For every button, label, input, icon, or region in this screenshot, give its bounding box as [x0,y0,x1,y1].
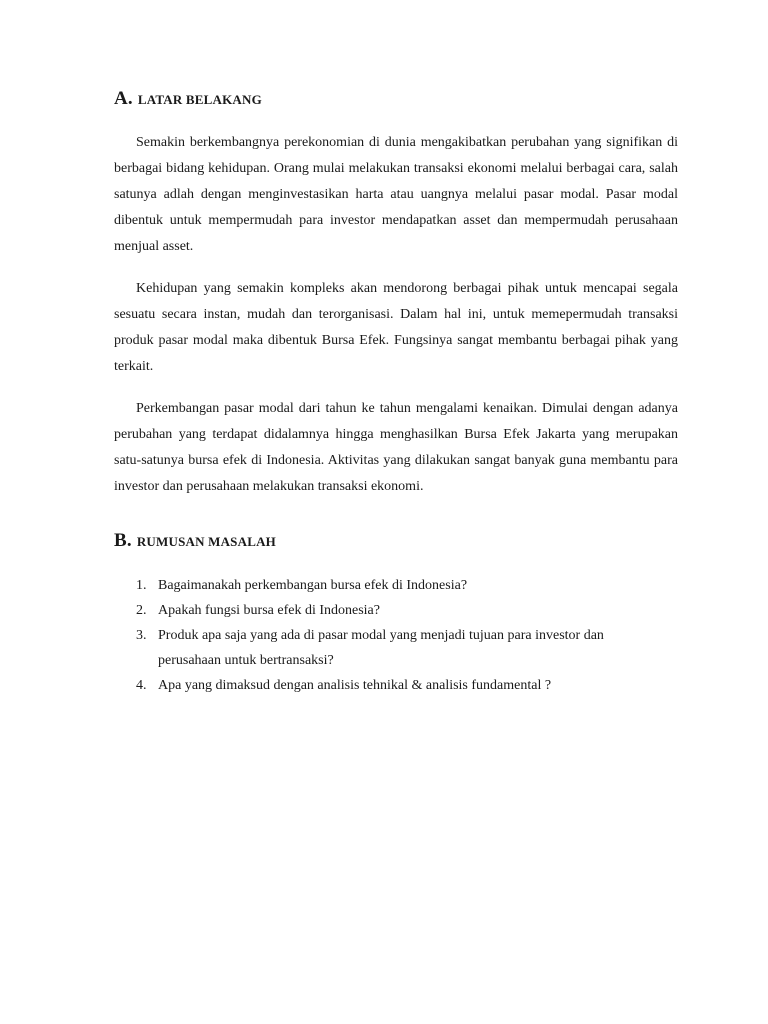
section-heading-a [114,88,678,110]
section-title: RUMUSAN MASALAH [136,534,276,549]
list-item-number: 3. [136,628,147,643]
paragraph: Perkembangan pasar modal dari tahun ke tahun mengalami kenaikan. Dimulai dengan adanya perubahan yang terdapat didalamnya hingga menghasilkan Bursa Efek Jakarta yang merupakan satu-satunya bursa efek di Indonesia. Aktivitas yang dilakukan sangat banyak guna membantu para investor dan perusahaan melakukan transaksi ekonomi. [114,401,678,494]
document-content [114,88,678,698]
list-item [114,573,678,598]
list-item [114,623,678,673]
list-item-number: 4. [136,678,147,693]
section-rumusan-masalah [114,530,678,698]
list-item-text: Produk apa saja yang ada di pasar modal yang menjadi tujuan para investor dan perusahaan untuk bertransaksi? [158,628,604,668]
question-list [114,573,678,698]
list-item-text: Apakah fungsi bursa efek di Indonesia? [158,603,380,618]
list-item [114,598,678,623]
section-title: LATAR BELAKANG [137,92,262,107]
list-item-number: 1. [136,578,147,593]
section-letter: A. [114,88,133,109]
list-item-text: Apa yang dimaksud dengan analisis tehnikal & analisis fundamental ? [158,678,552,693]
list-item-text: Bagaimanakah perkembangan bursa efek di Indonesia? [158,578,468,593]
section-letter: B. [114,530,132,551]
paragraph: Semakin berkembangnya perekonomian di dunia mengakibatkan perubahan yang signifikan di berbagai bidang kehidupan. Orang mulai melakukan transaksi ekonomi melalui berbagai cara, salah satunya adlah dengan menginvestasikan harta atau uangnya melalui pasar modal. Pasar modal dibentuk untuk mempermudah para investor mendapatkan asset dan mempermudah perusahaan menjual asset. [114,135,678,254]
section-latar-belakang [114,88,678,500]
paragraph: Kehidupan yang semakin kompleks akan mendorong berbagai pihak untuk mencapai segala sesuatu secara instan, mudah dan terorganisasi. Dalam hal ini, untuk memepermudah transaksi produk pasar modal maka dibentuk Bursa Efek. Fungsinya sangat membantu berbagai pihak yang terkait. [114,281,678,374]
list-item-number: 2. [136,603,147,618]
list-item [114,673,678,698]
section-heading-b [114,530,678,552]
